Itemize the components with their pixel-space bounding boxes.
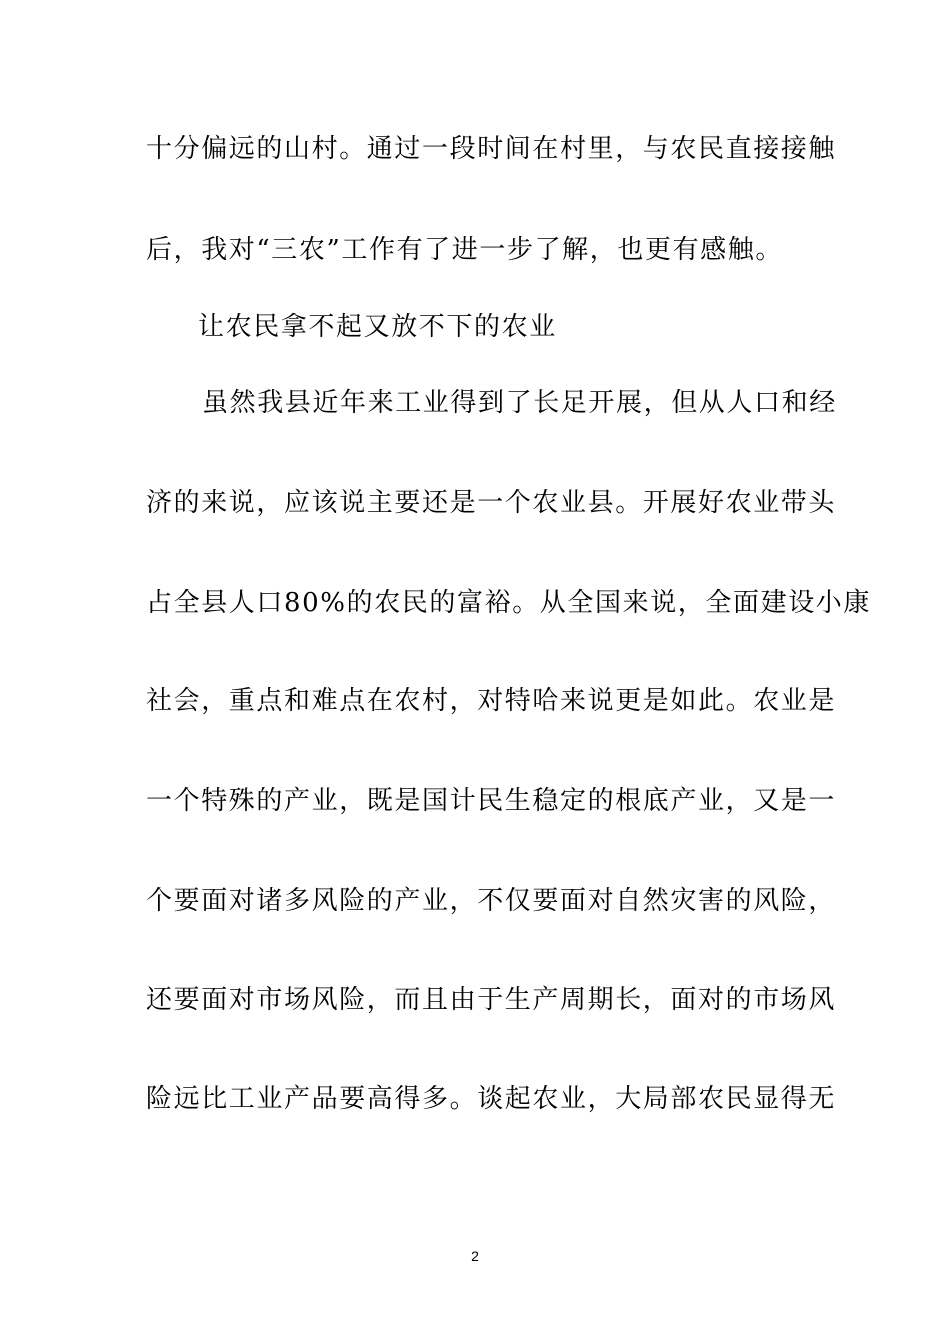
text-line: 还要面对市场风险，而且由于生产周期长，面对的市场风 [146,985,837,1015]
text-line: 后，我对“三农”工作有了进一步了解，也更有感触。 [146,235,783,265]
text-line: 险远比工业产品要高得多。谈起农业，大局部农民显得无 [146,1084,837,1114]
text-line: 占全县人口80%的农民的富裕。从全国来说，全面建设小康 [146,588,871,618]
text-line: 十分偏远的山村。通过一段时间在村里，与农民直接接触 [146,134,837,164]
text-line: 虽然我县近年来工业得到了长足开展，但从人口和经 [202,388,837,418]
text-line: 社会，重点和难点在农村，对特哈来说更是如此。农业是 [146,686,837,716]
text-line: 一个特殊的产业，既是国计民生稳定的根底产业，又是一 [146,786,837,816]
page-number: 2 [471,1248,479,1264]
text-line: 济的来说，应该说主要还是一个农业县。开展好农业带头 [146,488,837,518]
text-line: 个要面对诸多风险的产业，不仅要面对自然灾害的风险， [146,886,837,916]
section-heading: 让农民拿不起又放不下的农业 [198,312,557,342]
